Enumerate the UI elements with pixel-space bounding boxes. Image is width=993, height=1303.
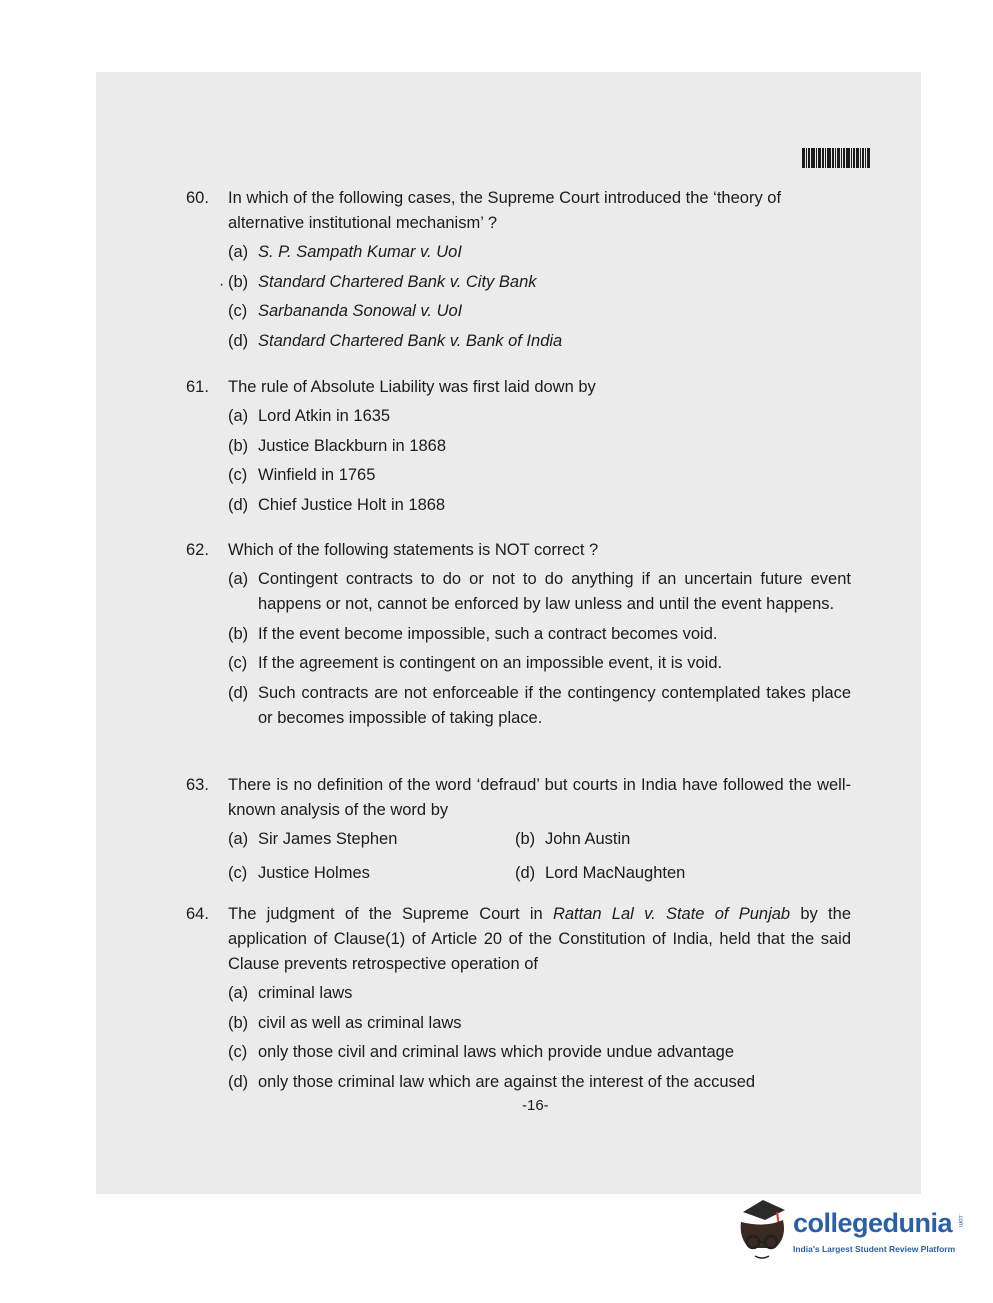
question-61 (186, 375, 851, 522)
option-b: (b) John Austin (515, 830, 631, 848)
option-a: (a) Lord Atkin in 1635 (228, 407, 391, 425)
option-a: (a) Sir James Stephen (228, 830, 398, 848)
mascot-icon (735, 1198, 791, 1264)
option-d: (d) Lord MacNaughten (515, 863, 686, 882)
question-number: 64. (186, 905, 209, 923)
question-64 (186, 902, 851, 1099)
pencil-mark: · (219, 276, 225, 293)
option-b: (b) Justice Blackburn in 1868 (228, 436, 447, 455)
option-a: (a) Contingent contracts to do or not to do anything if an uncertain future event happens or not, cannot be enforced by law unless and until the event happens. (228, 570, 851, 613)
option-c: (c) only those civil and criminal laws which provide undue advantage (228, 1043, 735, 1061)
option-c: (c) If the agreement is contingent on an impossible event, it is void. (228, 654, 723, 672)
option-b: (b) civil as well as criminal laws (228, 1013, 462, 1032)
question-number: 62. (186, 541, 209, 559)
case-name: Rattan Lal v. State of Punjab (552, 905, 791, 923)
option-c: (c) Justice Holmes (228, 863, 370, 882)
collegedunia-logo[interactable] (735, 1198, 965, 1264)
option-c: (c) Winfield in 1765 (228, 466, 376, 484)
option-b: (b) Standard Chartered Bank v. City Bank (228, 272, 537, 291)
option-b: (b) If the event become impossible, such a contract becomes void. (228, 624, 718, 643)
question-text: Which of the following statements is NOT correct ? (228, 541, 599, 559)
question-text: There is no definition of the word ‘defraud’ but courts in India have followed the well-known analysis of the word by (228, 776, 851, 819)
question-62 (186, 538, 851, 735)
question-text: The judgment of the Supreme Court in Rattan Lal v. State of Punjab by the application of Clause(1) of Article 20 of the Constitution of India, held that the said Clause prevents retrospective operation of (228, 905, 851, 973)
barcode (802, 148, 878, 168)
question-text: The rule of Absolute Liability was first laid down by (228, 378, 596, 396)
option-c: (c) Sarbananda Sonowal v. UoI (228, 302, 463, 320)
page-number: -16- (522, 1097, 549, 1114)
option-d: (d) Chief Justice Holt in 1868 (228, 495, 446, 514)
question-63 (186, 773, 851, 890)
option-list (228, 567, 851, 731)
option-d: (d) Such contracts are not enforceable if the contingency contemplated takes place or becomes impossible of taking place. (228, 683, 851, 727)
option-list (228, 981, 851, 1095)
option-a: (a) S. P. Sampath Kumar v. UoI (228, 243, 462, 261)
option-list (228, 404, 851, 518)
option-d: (d) only those criminal law which are against the interest of the accused (228, 1072, 756, 1091)
option-list (228, 827, 851, 890)
logo-tagline: India's Largest Student Review Platform (793, 1244, 956, 1254)
question-text: In which of the following cases, the Supreme Court introduced the ‘theory of alternative institutional mechanism’ ? (228, 189, 782, 232)
option-a: (a) criminal laws (228, 984, 353, 1002)
question-number: 63. (186, 776, 209, 794)
question-60 (186, 186, 851, 358)
option-list (228, 240, 851, 354)
logo-wordmark: collegedunia (793, 1208, 953, 1238)
question-number: 60. (186, 189, 209, 207)
logo-domain: .com (957, 1214, 963, 1228)
option-d: (d) Standard Chartered Bank v. Bank of India (228, 331, 563, 350)
question-number: 61. (186, 378, 209, 396)
